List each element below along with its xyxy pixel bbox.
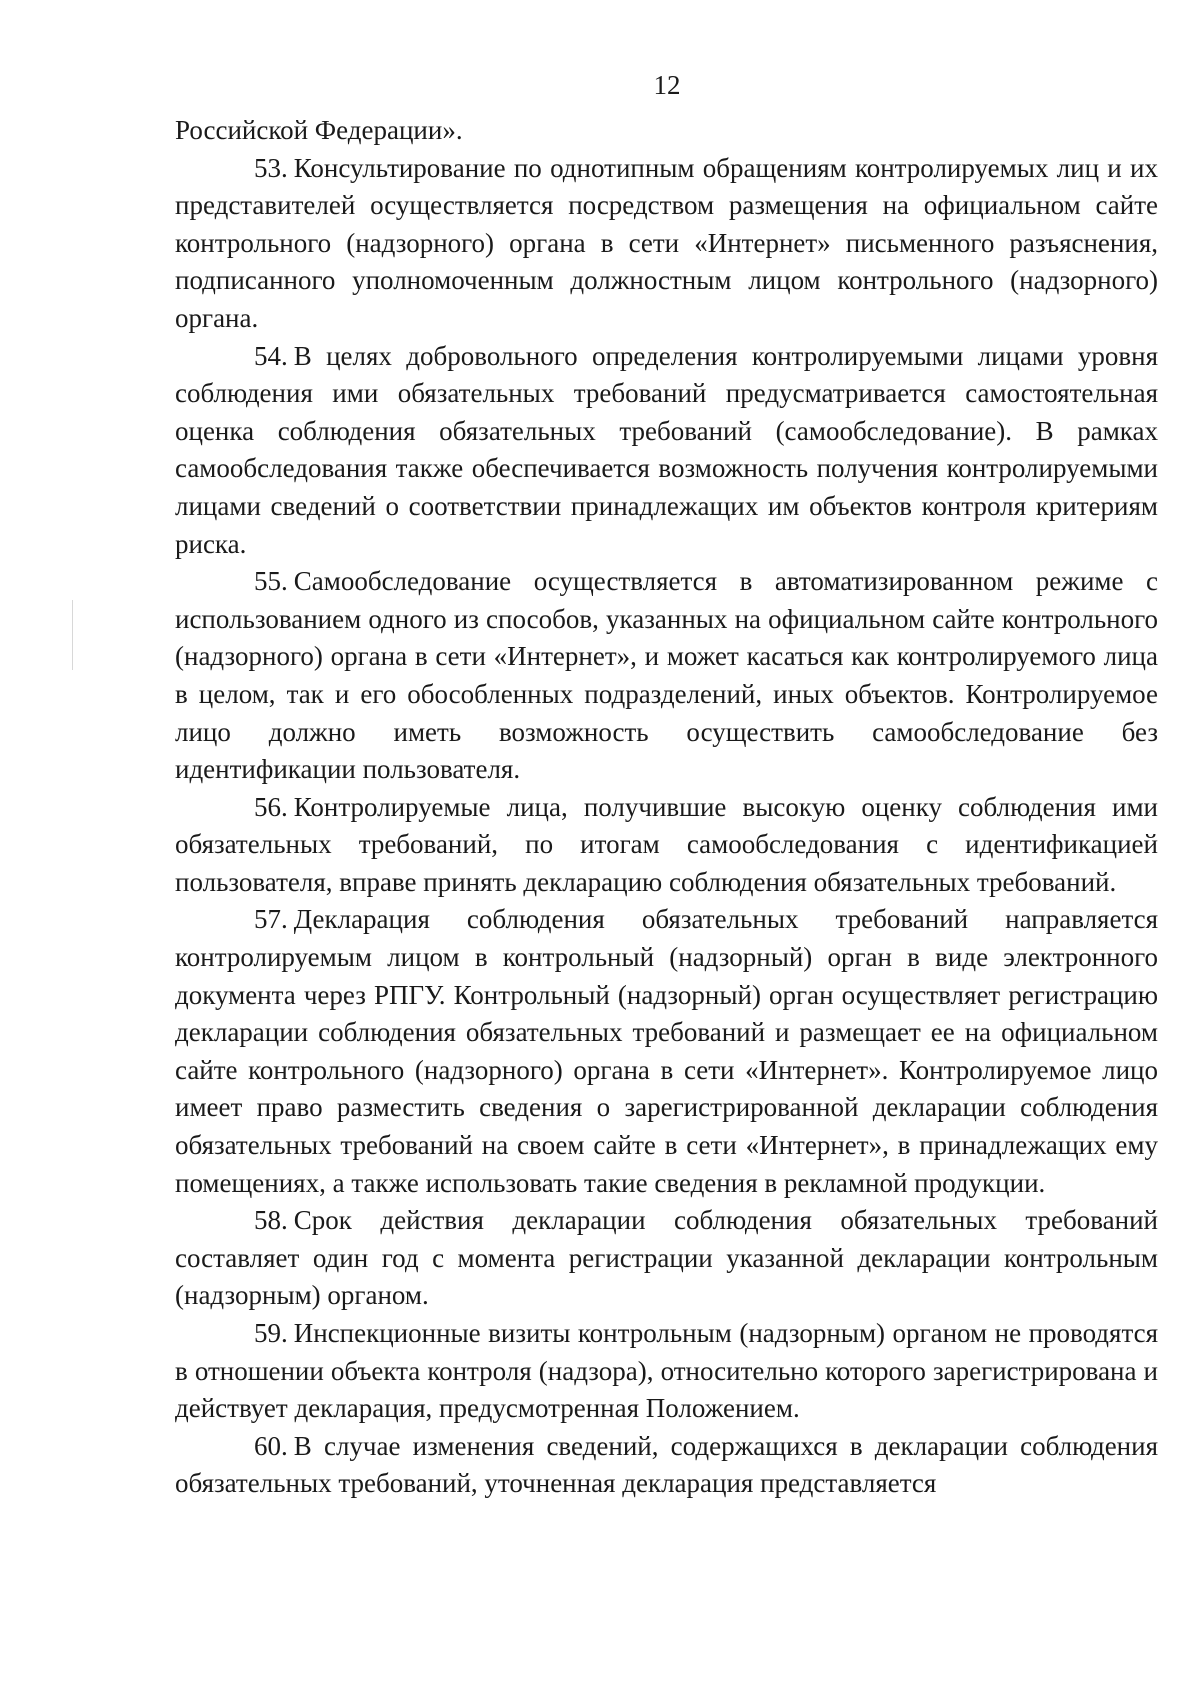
paragraph-58 <box>175 1202 1158 1315</box>
paragraph-text: В случае изменения сведений, содержащихся в декларации соблюдения обязательных требований, уточненная декларация представляется <box>175 1430 1158 1499</box>
paragraph-number: 59. <box>254 1318 288 1348</box>
page-number: 12 <box>653 70 681 100</box>
scan-mark <box>72 600 73 670</box>
paragraph-60 <box>175 1428 1158 1503</box>
paragraph-number: 57. <box>254 904 288 935</box>
paragraph-54 <box>175 338 1158 564</box>
paragraph-56 <box>175 789 1158 902</box>
document-body <box>175 112 1158 1503</box>
paragraph-text: В целях добровольного определения контролируемыми лицами уровня соблюдения ими обязательных требований предусматривается самостоятельная оценка соблюдения обязательных требований (самообследование). В рамках самообследования также обеспечивается возможность получения контролируемыми лицами сведений о соответствии принадлежащих им объектов контроля критериям риска. <box>175 340 1158 559</box>
paragraph-55 <box>175 563 1158 789</box>
paragraph-number: 56. <box>254 791 288 822</box>
paragraph-number: 58. <box>254 1205 288 1236</box>
paragraph-text: Инспекционные визиты контрольным (надзорным) органом не проводятся в отношении объекта контроля (надзора), относительно которого зарегистрирована и действует декларация, предусмотренная Положением. <box>175 1318 1158 1424</box>
paragraph-59 <box>175 1315 1158 1428</box>
paragraph-number: 55. <box>254 566 288 597</box>
paragraph-text: Декларация соблюдения обязательных требований направляется контролируемым лицом в контрольный (надзорный) орган в виде электронного документа через РПГУ. Контрольный (надзорный) орган осуществляет регистрацию декларации соблюдения обязательных требований и размещает ее на официальном сайте контрольного (надзорного) органа в сети «Интернет». Контролируемое лицо имеет право разместить сведения о зарегистрированной декларации соблюдения обязательных требований на своем сайте в сети «Интернет», в принадлежащих ему помещениях, а также использовать такие сведения в рекламной продукции. <box>175 904 1158 1198</box>
paragraph-number: 53. <box>254 152 288 183</box>
paragraph-text: Контролируемые лица, получившие высокую оценку соблюдения ими обязательных требований, по итогам самообследования с идентификацией пользователя, вправе принять декларацию соблюдения обязательных требований. <box>175 791 1158 897</box>
paragraph-number: 60. <box>254 1430 288 1461</box>
paragraph-text: Самообследование осуществляется в автоматизированном режиме с использованием одного из способов, указанных на официальном сайте контрольного (надзорного) органа в сети «Интернет», и может касаться как контролируемого лица в целом, так и его обособленных подразделений, иных объектов. Контролируемое лицо должно иметь возможность осуществить самообследование без идентификации пользователя. <box>175 566 1158 785</box>
paragraph-text: Консультирование по однотипным обращениям контролируемых лиц и их представителей осуществляется посредством размещения на официальном сайте контрольного (надзорного) органа в сети «Интернет» письменного разъяснения, подписанного уполномоченным должностным лицом контрольного (надзорного) органа. <box>175 152 1158 333</box>
paragraph-text: Срок действия декларации соблюдения обязательных требований составляет один год с момента регистрации указанной декларации контрольным (надзорным) органом. <box>175 1205 1158 1311</box>
paragraph-57 <box>175 901 1158 1202</box>
paragraph-number: 54. <box>254 340 288 371</box>
paragraph-53 <box>175 150 1158 338</box>
continuation-text: Российской Федерации». <box>175 115 463 145</box>
